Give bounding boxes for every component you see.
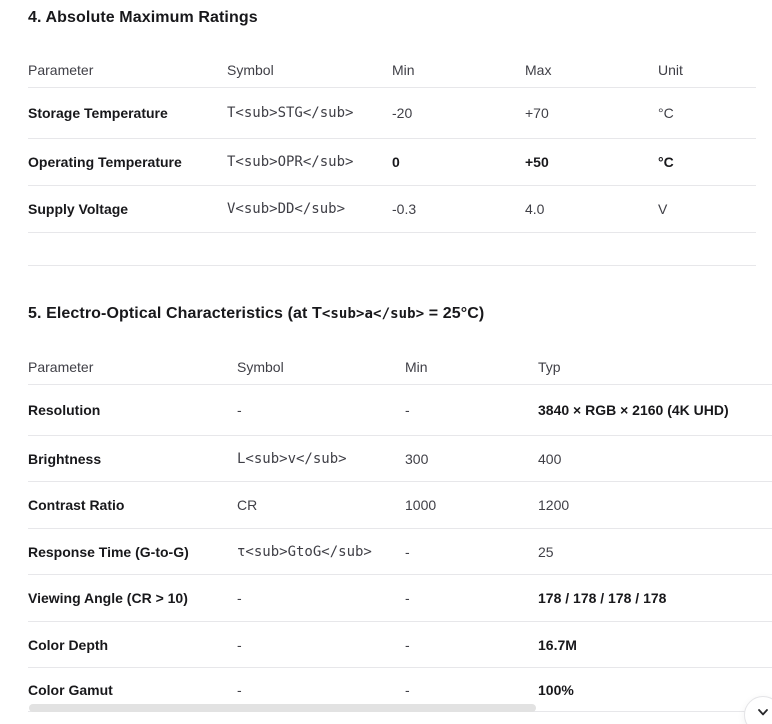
column-header-symbol: Symbol bbox=[227, 62, 274, 78]
section-5-title-suffix: = 25°C) bbox=[424, 305, 485, 322]
symbol-cell: - bbox=[237, 590, 242, 606]
parameter-cell: Storage Temperature bbox=[28, 105, 168, 121]
min-cell: - bbox=[405, 636, 410, 653]
max-cell: +50 bbox=[525, 154, 549, 170]
min-cell: - bbox=[405, 543, 410, 560]
unit-cell: °C bbox=[658, 105, 674, 121]
min-cell: -0.3 bbox=[392, 201, 417, 217]
table-row bbox=[28, 88, 756, 139]
table-row bbox=[28, 529, 772, 575]
parameter-cell: Contrast Ratio bbox=[28, 497, 125, 513]
parameter-cell: Supply Voltage bbox=[28, 201, 129, 217]
parameter-cell: Response Time (G-to-G) bbox=[28, 543, 189, 560]
table-row bbox=[28, 139, 756, 186]
parameter-cell: Color Gamut bbox=[28, 681, 113, 698]
column-header-min: Min bbox=[405, 359, 428, 375]
min-cell: - bbox=[405, 402, 410, 418]
symbol-cell: L<sub>v</sub> bbox=[237, 450, 347, 467]
column-header-parameter: Parameter bbox=[28, 62, 94, 78]
column-header-unit: Unit bbox=[658, 62, 683, 78]
symbol-cell: CR bbox=[237, 497, 258, 513]
section-5-title-prefix: 5. Electro-Optical Characteristics (at T bbox=[28, 305, 322, 322]
unit-cell: °C bbox=[658, 154, 674, 170]
horizontal-scrollbar-thumb[interactable] bbox=[29, 704, 536, 712]
symbol-cell: - bbox=[237, 681, 242, 698]
parameter-cell: Brightness bbox=[28, 450, 102, 467]
table-row bbox=[28, 385, 772, 436]
column-header-max: Max bbox=[525, 62, 552, 78]
typ-cell: 3840 × RGB × 2160 (4K UHD) bbox=[538, 402, 729, 418]
min-cell: 300 bbox=[405, 450, 429, 467]
section-4-title: 4. Absolute Maximum Ratings bbox=[28, 9, 258, 26]
column-header-typ: Typ bbox=[538, 359, 561, 375]
symbol-cell: V<sub>DD</sub> bbox=[227, 201, 346, 217]
symbol-cell: - bbox=[237, 636, 242, 653]
symbol-cell: τ<sub>GtoG</sub> bbox=[237, 543, 372, 560]
typ-cell: 100% bbox=[538, 681, 574, 698]
min-cell: - bbox=[405, 681, 410, 698]
section-divider bbox=[28, 265, 756, 266]
electro-optical-table-scroll-area[interactable] bbox=[28, 350, 772, 712]
parameter-cell: Viewing Angle (CR > 10) bbox=[28, 590, 188, 606]
column-header-min: Min bbox=[392, 62, 415, 78]
table-row bbox=[28, 436, 772, 482]
chevron-down-icon bbox=[756, 711, 770, 719]
max-cell: +70 bbox=[525, 105, 549, 121]
typ-cell: 1200 bbox=[538, 497, 570, 513]
parameter-cell: Resolution bbox=[28, 402, 101, 418]
min-cell: - bbox=[405, 590, 410, 606]
unit-cell: V bbox=[658, 201, 668, 217]
typ-cell: 16.7M bbox=[538, 636, 577, 653]
absolute-maximum-ratings-table bbox=[28, 53, 756, 233]
max-cell: 4.0 bbox=[525, 201, 545, 217]
min-cell: 1000 bbox=[405, 497, 437, 513]
symbol-cell: - bbox=[237, 402, 242, 418]
symbol-cell: T<sub>OPR</sub> bbox=[227, 154, 354, 170]
typ-cell: 400 bbox=[538, 450, 562, 467]
section-5-title-sub-tag: <sub>a</sub> bbox=[321, 306, 425, 322]
table-header-row bbox=[28, 350, 772, 385]
table-row bbox=[28, 622, 772, 668]
electro-optical-characteristics-table bbox=[28, 350, 772, 712]
parameter-cell: Color Depth bbox=[28, 636, 109, 653]
parameter-cell: Operating Temperature bbox=[28, 154, 182, 170]
column-header-symbol: Symbol bbox=[237, 359, 284, 375]
typ-cell: 25 bbox=[538, 543, 554, 560]
table-row bbox=[28, 186, 756, 233]
min-cell: -20 bbox=[392, 105, 413, 121]
typ-cell: 178 / 178 / 178 / 178 bbox=[538, 590, 667, 606]
section-5-title bbox=[28, 304, 772, 324]
table-row bbox=[28, 575, 772, 622]
column-header-parameter: Parameter bbox=[28, 359, 94, 375]
table-row bbox=[28, 482, 772, 529]
symbol-cell: T<sub>STG</sub> bbox=[227, 105, 354, 121]
min-cell: 0 bbox=[392, 154, 400, 170]
table-header-row bbox=[28, 53, 756, 88]
